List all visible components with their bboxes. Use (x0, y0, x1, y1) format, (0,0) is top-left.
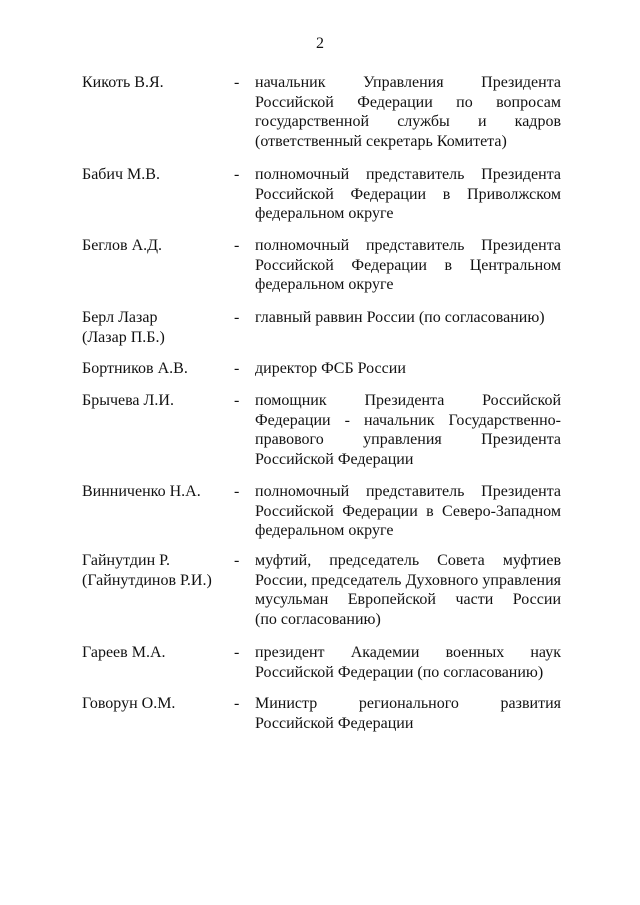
position-line: федеральном округе (255, 205, 394, 222)
position-line: полномочный представитель Президента (255, 483, 561, 500)
member-position (255, 165, 561, 224)
member-name-line: (Гайнутдинов Р.И.) (82, 571, 212, 589)
page-number: 2 (316, 35, 324, 52)
member-name-line: Брычева Л.И. (82, 392, 174, 409)
position-line: мусульман Европейской части России (255, 591, 561, 608)
position-line: Федерации - начальник Государственно- (255, 411, 561, 429)
position-line: Российской Федерации по вопросам (255, 93, 561, 111)
position-line: (ответственный секретарь Комитета) (255, 132, 507, 150)
position-line: муфтий, председатель Совета муфтиев (255, 552, 561, 569)
member-name-line: Бабич М.В. (82, 166, 160, 183)
member-name (82, 643, 232, 663)
member-position (255, 236, 561, 295)
member-name-line: Бортников А.В. (82, 360, 188, 377)
position-line: Российской Федерации в Приволжском (255, 185, 561, 203)
separator-dash: - (234, 644, 240, 661)
member-name-line: Беглов А.Д. (82, 237, 163, 254)
member-name (82, 73, 232, 93)
member-name (82, 694, 232, 714)
position-line: полномочный представитель Президента (255, 166, 561, 183)
member-position (255, 482, 561, 541)
member-position (255, 359, 561, 379)
separator-dash: - (234, 237, 240, 254)
position-line: Министр регионального развития (255, 695, 561, 712)
position-line: президент Академии военных наук (255, 644, 561, 661)
separator-dash: - (234, 309, 240, 326)
separator-dash: - (234, 166, 240, 183)
separator-dash: - (234, 392, 240, 409)
member-name (82, 359, 232, 379)
separator-dash: - (234, 360, 240, 377)
position-line: главный раввин России (по согласованию) (255, 309, 545, 326)
member-name-line: Гареев М.А. (82, 644, 166, 661)
position-line: помощник Президента Российской (255, 392, 561, 409)
member-name (82, 551, 232, 590)
position-line: Российской Федерации (255, 450, 414, 468)
member-position (255, 73, 561, 151)
member-name (82, 236, 232, 256)
position-line: (по согласованию) (255, 610, 381, 628)
member-position (255, 308, 561, 328)
member-name (82, 482, 232, 502)
position-line: Российской Федерации (255, 714, 414, 732)
position-line: России, председатель Духовного управления (255, 571, 561, 589)
position-line: федеральном округе (255, 276, 394, 293)
position-line: Российской Федерации (по согласованию) (255, 663, 544, 681)
separator-dash: - (234, 74, 240, 91)
position-line: Российской Федерации в Центральном (255, 256, 561, 274)
separator-dash: - (234, 552, 240, 569)
member-name-line: Говорун О.М. (82, 695, 176, 712)
member-position (255, 551, 561, 629)
member-name (82, 391, 232, 411)
member-name-line: (Лазар П.Б.) (82, 328, 165, 346)
position-line: Российской Федерации в Северо-Западном (255, 502, 561, 520)
separator-dash: - (234, 695, 240, 712)
position-line: правового управления Президента (255, 431, 561, 448)
position-line: директор ФСБ России (255, 360, 406, 377)
position-line: начальник Управления Президента (255, 74, 561, 91)
position-line: федеральном округе (255, 522, 394, 539)
member-name-line: Винниченко Н.А. (82, 483, 201, 500)
member-position (255, 391, 561, 469)
member-position (255, 694, 561, 733)
position-line: государственной службы и кадров (255, 113, 561, 130)
member-name-line: Берл Лазар (82, 309, 158, 326)
member-name (82, 308, 232, 347)
member-position (255, 643, 561, 682)
member-name-line: Гайнутдин Р. (82, 552, 171, 569)
position-line: полномочный представитель Президента (255, 237, 561, 254)
member-name (82, 165, 232, 185)
member-name-line: Кикоть В.Я. (82, 74, 164, 91)
separator-dash: - (234, 483, 240, 500)
